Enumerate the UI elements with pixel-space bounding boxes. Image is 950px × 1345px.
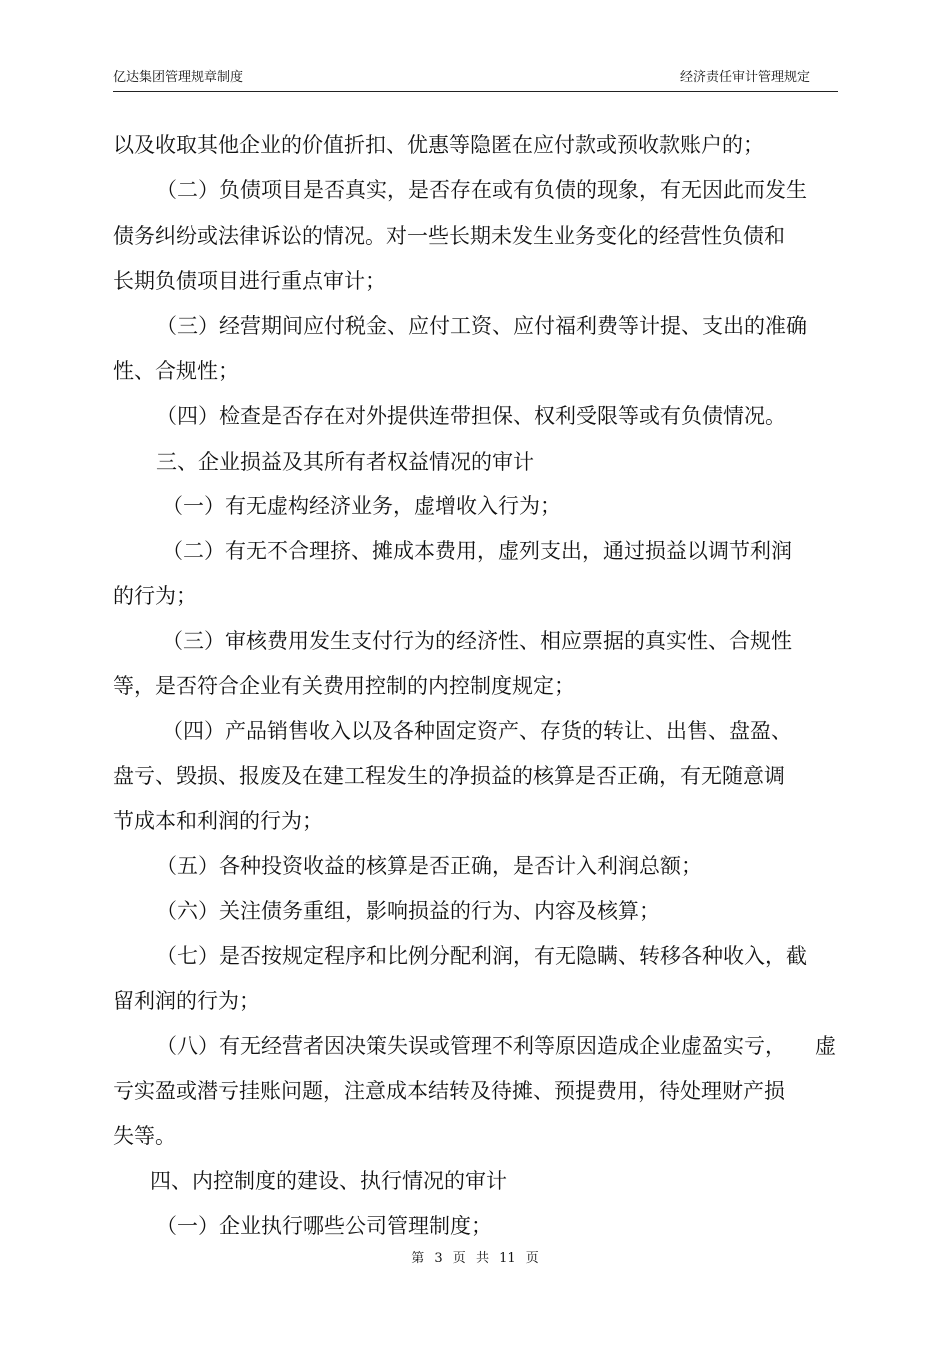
text-line: 等，是否符合企业有关费用控制的内控制度规定；	[113, 674, 575, 698]
text-line: （八）有无经营者因决策失误或管理不利等原因造成企业虚盈实亏，	[156, 1034, 786, 1058]
header-company-title: 亿达集团管理规章制度	[113, 70, 244, 85]
section-heading: 三、企业损益及其所有者权益情况的审计	[156, 450, 534, 474]
text-line: 盘亏、毁损、报废及在建工程发生的净损益的核算是否正确，有无随意调	[113, 764, 785, 788]
footer-page-unit: 页	[452, 1251, 466, 1266]
text-line: 以及收取其他企业的价值折扣、优惠等隐匿在应付款或预收款账户的；	[113, 133, 764, 157]
section-heading: 四、内控制度的建设、执行情况的审计	[150, 1169, 507, 1193]
page-header	[113, 66, 838, 84]
text-line: （三）经营期间应付税金、应付工资、应付福利费等计提、支出的准确	[156, 314, 807, 338]
text-line: （一）企业执行哪些公司管理制度；	[156, 1214, 492, 1238]
text-line: 失等。	[113, 1124, 176, 1148]
footer-total-prefix: 共	[475, 1251, 489, 1266]
text-line: （三）审核费用发生支付行为的经济性、相应票据的真实性、合规性	[162, 629, 792, 653]
footer-prefix: 第	[411, 1251, 425, 1266]
text-line: （四）检查是否存在对外提供连带担保、权利受限等或有负债情况。	[156, 404, 786, 428]
text-line: （二）有无不合理挤、摊成本费用，虚列支出，通过损益以调节利润	[162, 539, 792, 563]
text-line: （四）产品销售收入以及各种固定资产、存货的转让、出售、盘盈、	[162, 719, 792, 743]
text-line: 亏实盈或潜亏挂账问题，注意成本结转及待摊、预提费用，待处理财产损	[113, 1079, 785, 1103]
text-line: 债务纠纷或法律诉讼的情况。对一些长期未发生业务变化的经营性负债和	[113, 224, 785, 248]
footer-total-unit: 页	[525, 1251, 539, 1266]
text-line: （二）负债项目是否真实，是否存在或有负债的现象，有无因此而发生	[156, 178, 807, 202]
text-line: 节成本和利润的行为；	[113, 809, 323, 833]
text-line: 长期负债项目进行重点审计；	[113, 269, 386, 293]
text-line: 的行为；	[113, 584, 197, 608]
footer-total-pages: 11	[499, 1251, 516, 1266]
text-line: （五）各种投资收益的核算是否正确，是否计入利润总额；	[156, 854, 702, 878]
header-document-title: 经济责任审计管理规定	[679, 70, 810, 85]
text-line: 留利润的行为；	[113, 989, 260, 1013]
header-divider	[113, 91, 838, 92]
footer-page-number: 3	[434, 1251, 443, 1266]
text-line: （七）是否按规定程序和比例分配利润，有无隐瞒、转移各种收入，截	[156, 944, 807, 968]
text-line: （一）有无虚构经济业务，虚增收入行为；	[162, 494, 561, 518]
text-line: （六）关注债务重组，影响损益的行为、内容及核算；	[156, 899, 660, 923]
text-line-fragment: 虚	[815, 1034, 836, 1058]
page-footer	[0, 1247, 950, 1266]
text-line: 性、合规性；	[113, 359, 239, 383]
